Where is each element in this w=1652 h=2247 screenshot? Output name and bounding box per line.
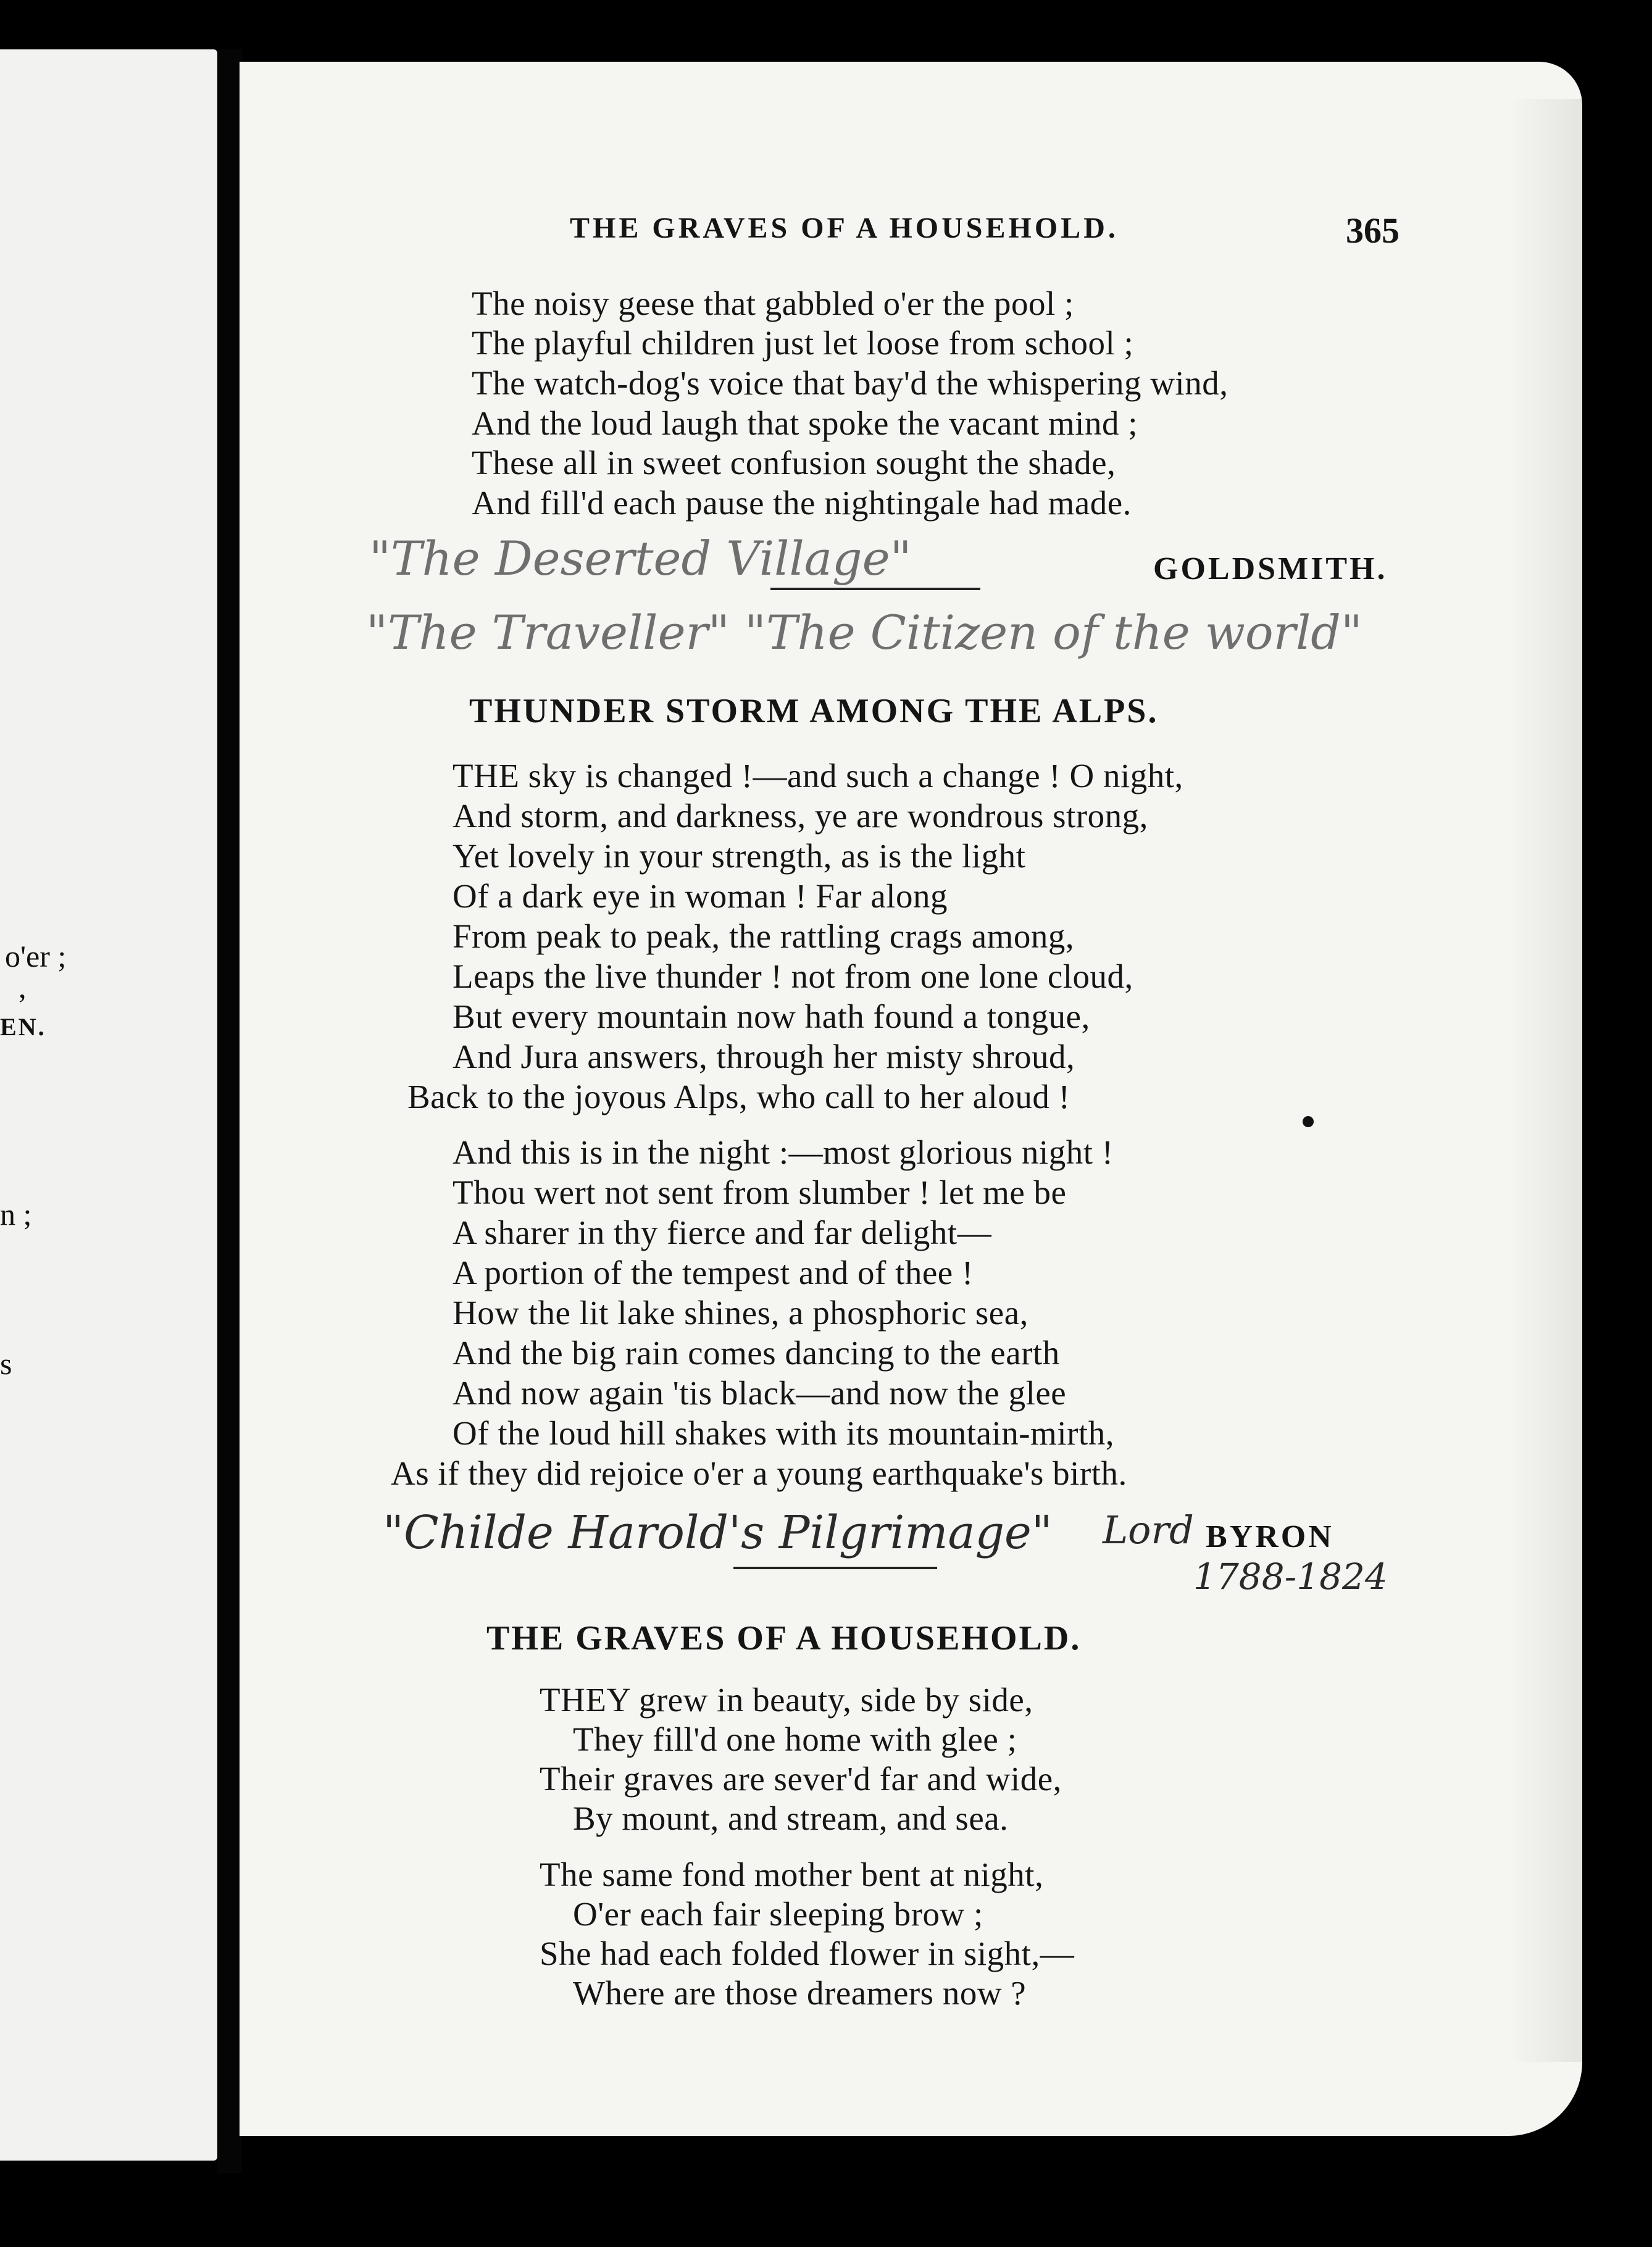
verse-line: How the lit lake shines, a phosphoric sea, (453, 1294, 1028, 1332)
running-header: THE GRAVES OF A HOUSEHOLD. (570, 212, 1119, 244)
left-page-fragment: EN. (0, 1013, 46, 1041)
section-divider (770, 588, 980, 590)
verse-line: Of the loud hill shakes with its mountain-mirth, (453, 1414, 1114, 1452)
verse-line: But every mountain now hath found a tongue, (453, 998, 1090, 1035)
verse-line: Their graves are sever'd far and wide, (540, 1760, 1062, 1798)
verse-line: And Jura answers, through her misty shroud, (453, 1038, 1075, 1075)
verse-line: And this is in the night :—most glorious night ! (453, 1133, 1114, 1171)
page-number: 365 (1346, 211, 1400, 251)
verse-line: These all in sweet confusion sought the shade, (472, 444, 1116, 482)
left-page-fragment: o'er ; (5, 939, 67, 973)
verse-line: And the big rain comes dancing to the earth (453, 1334, 1060, 1372)
pencil-annotation: "The Deserted Village" (369, 531, 912, 586)
ink-annotation: Lord (1103, 1507, 1194, 1553)
author-attribution: BYRON (1206, 1519, 1334, 1554)
pencil-annotation: "The Traveller" "The Citizen of the world" (366, 605, 1362, 660)
verse-line: She had each folded flower in sight,— (540, 1935, 1075, 1972)
verse-line: Yet lovely in your strength, as is the light (453, 837, 1026, 875)
ink-annotation: 1788-1824 (1193, 1556, 1388, 1598)
verse-line: A portion of the tempest and of thee ! (453, 1254, 974, 1291)
verse-line: From peak to peak, the rattling crags among, (453, 917, 1075, 955)
verse-line: Thou wert not sent from slumber ! let me be (453, 1174, 1067, 1211)
left-page-fragment: , (19, 970, 27, 1004)
author-attribution: GOLDSMITH. (1153, 551, 1388, 586)
left-page-fragment: n ; (0, 1197, 32, 1232)
verse-line: And storm, and darkness, ye are wondrous strong, (453, 797, 1148, 835)
verse-line: The watch-dog's voice that bay'd the whispering wind, (472, 364, 1229, 402)
page-edge-shading (1508, 99, 1582, 2062)
verse-line: By mount, and stream, and sea. (573, 1799, 1009, 1837)
verse-line: As if they did rejoice o'er a young earthquake's birth. (391, 1454, 1127, 1492)
verse-line: They fill'd one home with glee ; (573, 1720, 1017, 1758)
right-page (240, 62, 1582, 2136)
verse-line: THEY grew in beauty, side by side, (540, 1681, 1033, 1719)
verse-line: THE sky is changed !—and such a change ! O night, (453, 757, 1183, 794)
verse-line: A sharer in thy fierce and far delight— (453, 1214, 992, 1251)
poem-title: THE GRAVES OF A HOUSEHOLD. (486, 1619, 1082, 1657)
poem-title: THUNDER STORM AMONG THE ALPS. (469, 692, 1159, 730)
verse-line: The noisy geese that gabbled o'er the pool ; (472, 285, 1074, 322)
verse-line: The same fond mother bent at night, (540, 1856, 1044, 1893)
verse-line: And now again 'tis black—and now the glee (453, 1374, 1067, 1412)
verse-line: Of a dark eye in woman ! Far along (453, 877, 948, 915)
left-page (0, 49, 217, 2161)
verse-line: And the loud laugh that spoke the vacant mind ; (472, 404, 1138, 442)
ink-annotation: "Childe Harold's Pilgrimage" (383, 1506, 1053, 1559)
section-divider (733, 1567, 937, 1569)
verse-line: O'er each fair sleeping brow ; (573, 1895, 983, 1933)
verse-line: Leaps the live thunder ! not from one lone cloud, (453, 957, 1133, 995)
verse-line: The playful children just let loose from school ; (472, 324, 1134, 362)
verse-line: Where are those dreamers now ? (573, 1974, 1027, 2012)
book-gutter (217, 49, 242, 2173)
left-page-fragment: s (0, 1346, 12, 1381)
verse-line: And fill'd each pause the nightingale had made. (472, 484, 1132, 522)
ink-mark (1303, 1116, 1314, 1127)
verse-line: Back to the joyous Alps, who call to her aloud ! (407, 1078, 1070, 1115)
